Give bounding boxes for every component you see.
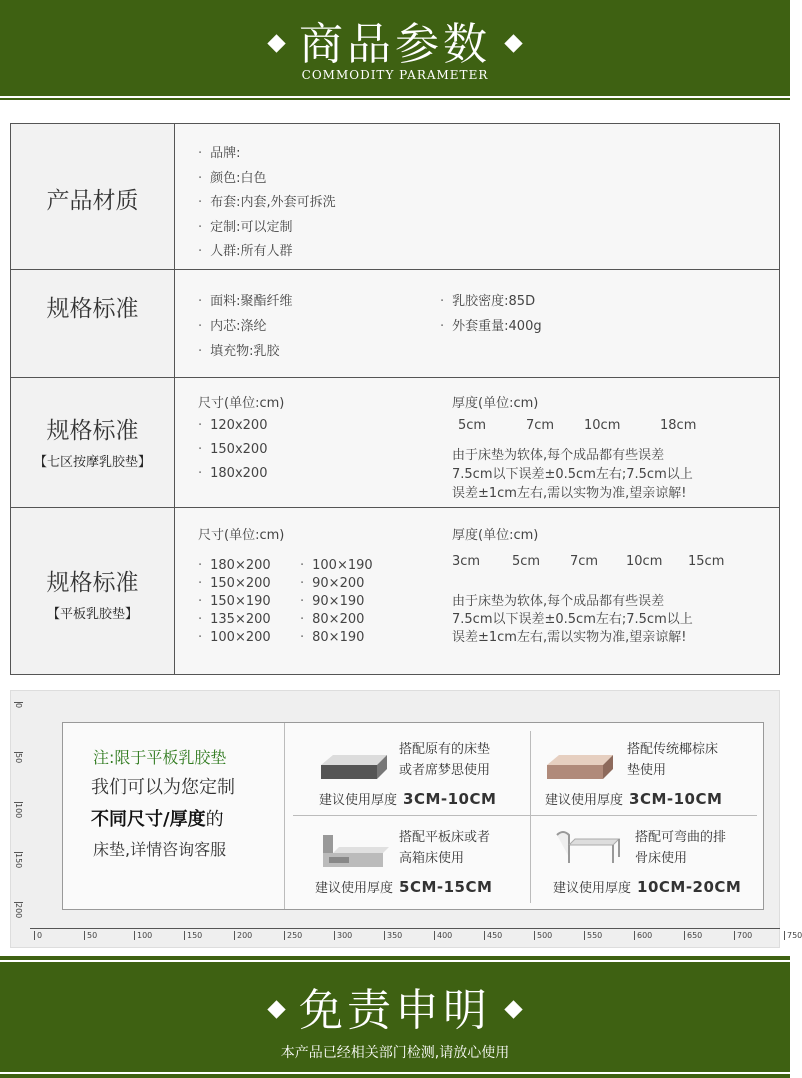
size-title: 尺寸(单位:cm) (198, 528, 285, 543)
usage-option (531, 821, 761, 907)
notice-suffix: 的 (205, 809, 224, 830)
thickness-option: 15cm (688, 554, 725, 569)
coir-mattress-icon (543, 743, 617, 787)
flat-row (11, 508, 779, 674)
filling-item: · 填充物:乳胶 (198, 340, 280, 359)
size-title: 尺寸(单位:cm) (198, 396, 285, 411)
disclaimer-title (0, 974, 790, 1038)
ruler-tick-label: 550 (584, 931, 602, 940)
disclaimer-subtitle: 本产品已经相关部门检测,请放心使用 (280, 1045, 510, 1061)
ruler-tick-label: 0 (34, 931, 42, 940)
custom-notice-text (63, 723, 285, 909)
notice-line (91, 805, 224, 831)
spec-row (11, 270, 779, 378)
option-desc (399, 739, 490, 781)
thickness-option: 10cm (626, 554, 663, 569)
option-recommend (315, 877, 492, 896)
usage-option (299, 821, 529, 907)
ruler-tick-label: 500 (534, 931, 552, 940)
audience-item: · 人群:所有人群 (198, 240, 293, 259)
banner-divider (0, 96, 790, 98)
massage-tag: 【七区按摩乳胶垫】 (33, 455, 151, 470)
weight-item: · 外套重量:400g (440, 315, 542, 334)
size-item: · 180×200 (198, 558, 271, 573)
material-row (11, 124, 779, 270)
option-desc-line: 搭配传统椰棕床 (627, 742, 719, 757)
flat-tag: 【平板乳胶垫】 (46, 607, 138, 622)
size-item: · 180x200 (198, 466, 267, 481)
ruler-tick-label: 200 (234, 931, 252, 940)
size-item: · 80×190 (300, 630, 364, 645)
notice-line: 床垫,详情咨询客服 (93, 840, 227, 859)
diamond-icon (267, 1000, 285, 1018)
ruler-tick-label: 200 (14, 903, 23, 919)
tolerance-note: 误差±1cm左右,需以实物为准,望亲谅解! (452, 630, 687, 645)
thickness-option: 10cm (584, 418, 621, 433)
parameter-banner (0, 0, 790, 100)
tolerance-note: 由于床垫为软体,每个成品都有些误差 (452, 448, 665, 463)
thickness-option: 5cm (458, 418, 487, 433)
spec-cell (176, 270, 779, 377)
massage-row (11, 378, 779, 508)
disclaimer-title-text: 免责申明 (299, 985, 491, 1036)
option-desc-line: 高箱床使用 (399, 851, 465, 866)
size-item: · 80×200 (300, 612, 364, 627)
ruler-tick-label: 250 (284, 931, 302, 940)
row-label (11, 124, 175, 269)
option-desc-line: 搭配平板床或者 (399, 830, 491, 845)
parameter-table (10, 123, 780, 675)
parameter-subtitle: COMMODITY PARAMETER (301, 68, 489, 82)
option-recommend (545, 789, 722, 808)
material-cell (176, 124, 779, 269)
parameter-title-text: 商品参数 (299, 19, 491, 70)
recommend-value: 10CM-20CM (637, 878, 742, 896)
ruler-tick-label: 400 (434, 931, 452, 940)
size-item: · 150x200 (198, 442, 267, 457)
ruler-tick-label: 100 (134, 931, 152, 940)
size-item: · 150×190 (198, 594, 271, 609)
notice-line: 注:限于平板乳胶垫 (93, 748, 227, 767)
size-item: · 100×190 (300, 558, 373, 573)
diamond-icon (267, 34, 285, 52)
tolerance-note: 7.5cm以下误差±0.5cm左右;7.5cm以上 (452, 467, 693, 482)
ruler-tick-label: 100 (14, 803, 23, 819)
recommend-label: 建议使用厚度 (553, 881, 632, 896)
ruler-tick-label: 50 (84, 931, 97, 940)
thickness-title: 厚度(单位:cm) (452, 528, 539, 543)
thickness-option: 7cm (570, 554, 599, 569)
spec-label: 规格标准 (46, 296, 139, 322)
recommend-label: 建议使用厚度 (545, 793, 624, 808)
massage-cell (176, 378, 779, 507)
custom-notice-panel (62, 722, 764, 910)
horizontal-ruler (30, 928, 802, 944)
massage-label: 规格标准 (46, 418, 139, 444)
thickness-option: 18cm (660, 418, 697, 433)
size-item: · 100×200 (198, 630, 271, 645)
ruler-tick-label: 600 (634, 931, 652, 940)
size-item: · 150×200 (198, 576, 271, 591)
banner-divider (0, 1072, 790, 1074)
tolerance-note: 误差±1cm左右,需以实物为准,望亲谅解! (452, 486, 687, 501)
tolerance-note: 7.5cm以下误差±0.5cm左右;7.5cm以上 (452, 612, 693, 627)
box-bed-icon (317, 831, 391, 875)
ruler-tick-label: 350 (384, 931, 402, 940)
usage-option (531, 729, 761, 815)
row-label (11, 378, 175, 507)
parameter-title (0, 8, 790, 72)
usage-option (299, 729, 529, 815)
diamond-icon (504, 34, 522, 52)
thickness-option: 7cm (526, 418, 555, 433)
ruler-tick-label: 700 (734, 931, 752, 940)
ruler-tick-label: 50 (14, 753, 23, 764)
ruler-tick-label: 450 (484, 931, 502, 940)
ruler-tick-label: 150 (184, 931, 202, 940)
recommend-label: 建议使用厚度 (319, 793, 398, 808)
tolerance-note: 由于床垫为软体,每个成品都有些误差 (452, 594, 665, 609)
recommend-value: 5CM-15CM (399, 878, 493, 896)
ruler-tick-label: 650 (684, 931, 702, 940)
flat-label: 规格标准 (46, 570, 139, 596)
recommend-value: 3CM-10CM (403, 790, 497, 808)
recommend-value: 3CM-10CM (629, 790, 723, 808)
size-item: · 90×190 (300, 594, 364, 609)
thickness-option: 5cm (512, 554, 541, 569)
option-desc-line: 垫使用 (627, 763, 667, 778)
option-desc (627, 739, 718, 781)
row-label (11, 508, 175, 674)
option-desc-line: 搭配可弯曲的排 (635, 830, 727, 845)
ruler-tick-label: 0 (14, 703, 23, 709)
size-item: · 135×200 (198, 612, 271, 627)
notice-emphasis: 不同尺寸/厚度 (91, 809, 206, 830)
fabric-item: · 面料:聚酯纤维 (198, 290, 293, 309)
recommend-label: 建议使用厚度 (315, 881, 394, 896)
material-label: 产品材质 (46, 188, 139, 214)
color-item: · 颜色:白色 (198, 167, 267, 186)
divider (293, 815, 757, 816)
option-recommend (553, 877, 741, 896)
ruler-tick-label: 150 (14, 853, 23, 869)
custom-item: · 定制:可以定制 (198, 216, 293, 235)
size-item: · 120x200 (198, 418, 267, 433)
banner-divider (0, 960, 790, 962)
brand-item: · 品牌: (198, 142, 241, 161)
disclaimer-banner (0, 956, 790, 1078)
thickness-option: 3cm (452, 554, 481, 569)
option-desc-line: 搭配原有的床垫 (399, 742, 491, 757)
mattress-icon (317, 743, 391, 787)
cover-item: · 布套:内套,外套可拆洗 (198, 191, 336, 210)
row-label (11, 270, 175, 377)
density-item: · 乳胶密度:85D (440, 290, 535, 309)
vertical-ruler (14, 698, 30, 928)
slatted-bed-icon (549, 827, 623, 871)
size-item: · 90×200 (300, 576, 364, 591)
option-desc (399, 827, 490, 869)
notice-line: 我们可以为您定制 (91, 777, 235, 798)
option-desc (635, 827, 726, 869)
thickness-title: 厚度(单位:cm) (452, 396, 539, 411)
option-desc-line: 或者席梦思使用 (399, 763, 491, 778)
option-desc-line: 骨床使用 (635, 851, 688, 866)
ruler-tick-label: 300 (334, 931, 352, 940)
ruler-tick-label: 750 (784, 931, 802, 940)
flat-cell (176, 508, 779, 674)
core-item: · 内芯:涤纶 (198, 315, 267, 334)
diamond-icon (504, 1000, 522, 1018)
option-recommend (319, 789, 496, 808)
